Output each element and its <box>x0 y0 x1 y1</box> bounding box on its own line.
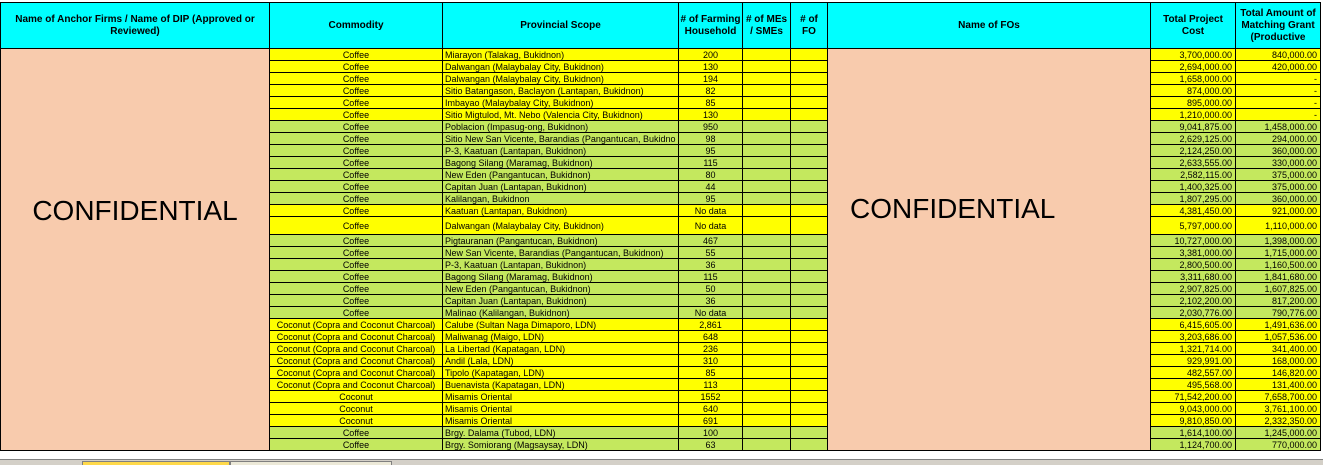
fo-count-cell[interactable] <box>791 295 828 307</box>
fo-count-cell[interactable] <box>791 271 828 283</box>
total-project-cost-cell[interactable]: 1,400,325.00 <box>1151 181 1236 193</box>
matching-grant-cell[interactable]: - <box>1236 109 1321 121</box>
fo-count-cell[interactable] <box>791 157 828 169</box>
fo-count-cell[interactable] <box>791 205 828 217</box>
fo-count-cell[interactable] <box>791 331 828 343</box>
farming-household-cell[interactable]: 36 <box>679 259 743 271</box>
total-project-cost-cell[interactable]: 3,700,000.00 <box>1151 49 1236 61</box>
mes-cell[interactable] <box>743 121 791 133</box>
farming-household-cell[interactable]: 80 <box>679 169 743 181</box>
fo-count-cell[interactable] <box>791 97 828 109</box>
commodity-cell[interactable]: Coconut (Copra and Coconut Charcoal) <box>270 331 443 343</box>
farming-household-cell[interactable]: 194 <box>679 73 743 85</box>
mes-cell[interactable] <box>743 49 791 61</box>
fo-count-cell[interactable] <box>791 109 828 121</box>
commodity-cell[interactable]: Coffee <box>270 109 443 121</box>
commodity-cell[interactable]: Coffee <box>270 295 443 307</box>
data-table <box>0 2 1321 451</box>
mes-cell[interactable] <box>743 271 791 283</box>
provincial-scope-cell[interactable]: Kaatuan (Lantapan, Bukidnon) <box>443 205 679 217</box>
commodity-cell[interactable]: Coffee <box>270 145 443 157</box>
mes-cell[interactable] <box>743 415 791 427</box>
provincial-scope-cell[interactable]: Bagong Silang (Maramag, Bukidnon) <box>443 157 679 169</box>
mes-cell[interactable] <box>743 307 791 319</box>
fo-count-cell[interactable] <box>791 283 828 295</box>
farming-household-cell[interactable]: 236 <box>679 343 743 355</box>
mes-cell[interactable] <box>743 169 791 181</box>
farming-household-cell[interactable]: 100 <box>679 427 743 439</box>
provincial-scope-cell[interactable]: New San Vicente, Barandias (Pangantucan, Bukidnon) <box>443 247 679 259</box>
farming-household-cell[interactable]: 63 <box>679 439 743 451</box>
mes-cell[interactable] <box>743 247 791 259</box>
total-project-cost-cell[interactable]: 874,000.00 <box>1151 85 1236 97</box>
farming-household-cell[interactable]: 98 <box>679 133 743 145</box>
total-project-cost-cell[interactable]: 2,102,200.00 <box>1151 295 1236 307</box>
mes-cell[interactable] <box>743 367 791 379</box>
total-project-cost-cell[interactable]: 2,629,125.00 <box>1151 133 1236 145</box>
fo-count-cell[interactable] <box>791 367 828 379</box>
farming-household-cell[interactable]: 1552 <box>679 391 743 403</box>
commodity-cell[interactable]: Coffee <box>270 49 443 61</box>
mes-cell[interactable] <box>743 133 791 145</box>
farming-household-cell[interactable]: 36 <box>679 295 743 307</box>
total-project-cost-cell[interactable]: 1,658,000.00 <box>1151 73 1236 85</box>
commodity-cell[interactable]: Coconut <box>270 403 443 415</box>
fo-count-cell[interactable] <box>791 61 828 73</box>
table-row <box>1 49 1321 61</box>
fo-count-cell[interactable] <box>791 415 828 427</box>
provincial-scope-cell[interactable]: La Libertad (Kapatagan, LDN) <box>443 343 679 355</box>
provincial-scope-cell[interactable]: Bagong Silang (Maramag, Bukidnon) <box>443 271 679 283</box>
commodity-cell[interactable]: Coffee <box>270 439 443 451</box>
mes-cell[interactable] <box>743 295 791 307</box>
farming-household-cell[interactable]: 85 <box>679 367 743 379</box>
fo-count-cell[interactable] <box>791 259 828 271</box>
provincial-scope-cell[interactable]: Dalwangan (Malaybalay City, Bukidnon) <box>443 217 679 235</box>
provincial-scope-cell[interactable]: Capitan Juan (Lantapan, Bukidnon) <box>443 295 679 307</box>
matching-grant-cell[interactable]: 360,000.00 <box>1236 193 1321 205</box>
commodity-cell[interactable]: Coffee <box>270 157 443 169</box>
total-project-cost-cell[interactable]: 2,800,500.00 <box>1151 259 1236 271</box>
commodity-cell[interactable]: Coffee <box>270 97 443 109</box>
matching-grant-cell[interactable]: - <box>1236 97 1321 109</box>
commodity-cell[interactable]: Coffee <box>270 217 443 235</box>
farming-household-cell[interactable]: 200 <box>679 49 743 61</box>
farming-household-cell[interactable]: 44 <box>679 181 743 193</box>
mes-cell[interactable] <box>743 331 791 343</box>
farming-household-cell[interactable]: 467 <box>679 235 743 247</box>
fo-count-cell[interactable] <box>791 73 828 85</box>
mes-cell[interactable] <box>743 73 791 85</box>
commodity-cell[interactable]: Coconut (Copra and Coconut Charcoal) <box>270 355 443 367</box>
header-farming-household[interactable]: # of Farming Household <box>679 3 743 49</box>
commodity-cell[interactable]: Coffee <box>270 283 443 295</box>
matching-grant-cell[interactable]: - <box>1236 73 1321 85</box>
commodity-cell[interactable]: Coffee <box>270 307 443 319</box>
commodity-cell[interactable]: Coffee <box>270 271 443 283</box>
total-project-cost-cell[interactable]: 6,415,605.00 <box>1151 319 1236 331</box>
total-project-cost-cell[interactable]: 2,582,115.00 <box>1151 169 1236 181</box>
mes-cell[interactable] <box>743 181 791 193</box>
commodity-cell[interactable]: Coconut <box>270 415 443 427</box>
matching-grant-cell[interactable]: 1,057,536.00 <box>1236 331 1321 343</box>
matching-grant-cell[interactable]: 2,332,350.00 <box>1236 415 1321 427</box>
farming-household-cell[interactable]: 130 <box>679 109 743 121</box>
farming-household-cell[interactable]: 50 <box>679 283 743 295</box>
mes-cell[interactable] <box>743 145 791 157</box>
header-anchor-firms[interactable]: Name of Anchor Firms / Name of DIP (Approved or Reviewed) <box>1 3 270 49</box>
matching-grant-cell[interactable]: - <box>1236 85 1321 97</box>
mes-cell[interactable] <box>743 109 791 121</box>
provincial-scope-cell[interactable]: Maliwanag (Maigo, LDN) <box>443 331 679 343</box>
matching-grant-cell[interactable]: 375,000.00 <box>1236 181 1321 193</box>
header-fo-count[interactable]: # of FO <box>791 3 828 49</box>
total-project-cost-cell[interactable]: 71,542,200.00 <box>1151 391 1236 403</box>
farming-household-cell[interactable]: 55 <box>679 247 743 259</box>
matching-grant-cell[interactable]: 840,000.00 <box>1236 49 1321 61</box>
fo-count-cell[interactable] <box>791 217 828 235</box>
provincial-scope-cell[interactable]: Pigtauranan (Pangantucan, Bukidnon) <box>443 235 679 247</box>
farming-household-cell[interactable]: 950 <box>679 121 743 133</box>
fo-count-cell[interactable] <box>791 169 828 181</box>
provincial-scope-cell[interactable]: Imbayao (Malaybalay City, Bukidnon) <box>443 97 679 109</box>
commodity-cell[interactable]: Coffee <box>270 61 443 73</box>
farming-household-cell[interactable]: 130 <box>679 61 743 73</box>
mes-cell[interactable] <box>743 391 791 403</box>
matching-grant-cell[interactable]: 817,200.00 <box>1236 295 1321 307</box>
farming-household-cell[interactable]: No data <box>679 217 743 235</box>
mes-cell[interactable] <box>743 379 791 391</box>
provincial-scope-cell[interactable]: Capitan Juan (Lantapan, Bukidnon) <box>443 181 679 193</box>
commodity-cell[interactable]: Coconut (Copra and Coconut Charcoal) <box>270 319 443 331</box>
provincial-scope-cell[interactable]: Dalwangan (Malaybalay City, Bukidnon) <box>443 73 679 85</box>
fos-merged-cell[interactable] <box>828 49 1151 451</box>
fo-count-cell[interactable] <box>791 133 828 145</box>
total-project-cost-cell[interactable]: 2,694,000.00 <box>1151 61 1236 73</box>
commodity-cell[interactable]: Coffee <box>270 247 443 259</box>
fo-count-cell[interactable] <box>791 121 828 133</box>
provincial-scope-cell[interactable]: Sitio Batangason, Baclayon (Lantapan, Bukidnon) <box>443 85 679 97</box>
matching-grant-cell[interactable]: 294,000.00 <box>1236 133 1321 145</box>
commodity-cell[interactable]: Coffee <box>270 193 443 205</box>
matching-grant-cell[interactable]: 770,000.00 <box>1236 439 1321 451</box>
mes-cell[interactable] <box>743 355 791 367</box>
mes-cell[interactable] <box>743 427 791 439</box>
fo-count-cell[interactable] <box>791 391 828 403</box>
commodity-cell[interactable]: Coffee <box>270 181 443 193</box>
provincial-scope-cell[interactable]: Brgy. Somiorang (Magsaysay, LDN) <box>443 439 679 451</box>
provincial-scope-cell[interactable]: Poblacion (Impasug-ong, Bukidnon) <box>443 121 679 133</box>
mes-cell[interactable] <box>743 157 791 169</box>
provincial-scope-cell[interactable]: Sitio Migtulod, Mt. Nebo (Valencia City, Bukidnon) <box>443 109 679 121</box>
matching-grant-cell[interactable]: 7,658,700.00 <box>1236 391 1321 403</box>
mes-cell[interactable] <box>743 205 791 217</box>
header-matching-grant[interactable]: Total Amount of Matching Grant (Productive <box>1236 3 1321 49</box>
matching-grant-cell[interactable]: 3,761,100.00 <box>1236 403 1321 415</box>
total-project-cost-cell[interactable]: 9,810,850.00 <box>1151 415 1236 427</box>
total-project-cost-cell[interactable]: 3,203,686.00 <box>1151 331 1236 343</box>
farming-household-cell[interactable]: 691 <box>679 415 743 427</box>
provincial-scope-cell[interactable]: Kalilangan, Bukidnon <box>443 193 679 205</box>
sheet-tab[interactable] <box>230 461 392 465</box>
header-fos-names[interactable]: Name of FOs <box>828 3 1151 49</box>
total-project-cost-cell[interactable]: 1,321,714.00 <box>1151 343 1236 355</box>
total-project-cost-cell[interactable]: 2,030,776.00 <box>1151 307 1236 319</box>
provincial-scope-cell[interactable]: New Eden (Pangantucan, Bukidnon) <box>443 283 679 295</box>
matching-grant-cell[interactable]: 341,400.00 <box>1236 343 1321 355</box>
matching-grant-cell[interactable]: 1,245,000.00 <box>1236 427 1321 439</box>
fo-count-cell[interactable] <box>791 181 828 193</box>
farming-household-cell[interactable]: 310 <box>679 355 743 367</box>
matching-grant-cell[interactable]: 1,607,825.00 <box>1236 283 1321 295</box>
header-mes-smes[interactable]: # of MEs / SMEs <box>743 3 791 49</box>
commodity-cell[interactable]: Coconut <box>270 391 443 403</box>
matching-grant-cell[interactable]: 1,398,000.00 <box>1236 235 1321 247</box>
provincial-scope-cell[interactable]: Brgy. Dalama (Tubod, LDN) <box>443 427 679 439</box>
matching-grant-cell[interactable]: 375,000.00 <box>1236 169 1321 181</box>
matching-grant-cell[interactable]: 1,458,000.00 <box>1236 121 1321 133</box>
matching-grant-cell[interactable]: 1,715,000.00 <box>1236 247 1321 259</box>
total-project-cost-cell[interactable]: 2,124,250.00 <box>1151 145 1236 157</box>
matching-grant-cell[interactable]: 131,400.00 <box>1236 379 1321 391</box>
mes-cell[interactable] <box>743 439 791 451</box>
fo-count-cell[interactable] <box>791 235 828 247</box>
mes-cell[interactable] <box>743 259 791 271</box>
provincial-scope-cell[interactable]: Malinao (Kalilangan, Bukidnon) <box>443 307 679 319</box>
mes-cell[interactable] <box>743 61 791 73</box>
total-project-cost-cell[interactable]: 5,797,000.00 <box>1151 217 1236 235</box>
commodity-cell[interactable]: Coffee <box>270 169 443 181</box>
farming-household-cell[interactable]: No data <box>679 307 743 319</box>
farming-household-cell[interactable]: 115 <box>679 271 743 283</box>
confidential-label: CONFIDENTIAL <box>850 193 1056 224</box>
header-total-project-cost[interactable]: Total Project Cost <box>1151 3 1236 49</box>
fo-count-cell[interactable] <box>791 85 828 97</box>
fo-count-cell[interactable] <box>791 355 828 367</box>
provincial-scope-cell[interactable]: Andil (Lala, LDN) <box>443 355 679 367</box>
header-commodity[interactable]: Commodity <box>270 3 443 49</box>
sheet-tab-active[interactable] <box>82 461 230 465</box>
mes-cell[interactable] <box>743 85 791 97</box>
total-project-cost-cell[interactable]: 1,614,100.00 <box>1151 427 1236 439</box>
fo-count-cell[interactable] <box>791 247 828 259</box>
matching-grant-cell[interactable]: 360,000.00 <box>1236 145 1321 157</box>
total-project-cost-cell[interactable]: 2,907,825.00 <box>1151 283 1236 295</box>
confidential-label: CONFIDENTIAL <box>32 195 238 226</box>
mes-cell[interactable] <box>743 403 791 415</box>
total-project-cost-cell[interactable]: 3,311,680.00 <box>1151 271 1236 283</box>
farming-household-cell[interactable]: 648 <box>679 331 743 343</box>
provincial-scope-cell[interactable]: New Eden (Pangantucan, Bukidnon) <box>443 169 679 181</box>
farming-household-cell[interactable]: 82 <box>679 85 743 97</box>
mes-cell[interactable] <box>743 217 791 235</box>
fo-count-cell[interactable] <box>791 403 828 415</box>
matching-grant-cell[interactable]: 330,000.00 <box>1236 157 1321 169</box>
matching-grant-cell[interactable]: 790,776.00 <box>1236 307 1321 319</box>
total-project-cost-cell[interactable]: 1,124,700.00 <box>1151 439 1236 451</box>
provincial-scope-cell[interactable]: Buenavista (Kapatagan, LDN) <box>443 379 679 391</box>
commodity-cell[interactable]: Coconut (Copra and Coconut Charcoal) <box>270 343 443 355</box>
commodity-cell[interactable]: Coffee <box>270 427 443 439</box>
fo-count-cell[interactable] <box>791 145 828 157</box>
mes-cell[interactable] <box>743 235 791 247</box>
commodity-cell[interactable]: Coffee <box>270 121 443 133</box>
total-project-cost-cell[interactable]: 10,727,000.00 <box>1151 235 1236 247</box>
provincial-scope-cell[interactable]: Tipolo (Kapatagan, LDN) <box>443 367 679 379</box>
matching-grant-cell[interactable]: 168,000.00 <box>1236 355 1321 367</box>
fo-count-cell[interactable] <box>791 427 828 439</box>
commodity-cell[interactable]: Coconut (Copra and Coconut Charcoal) <box>270 379 443 391</box>
fo-count-cell[interactable] <box>791 439 828 451</box>
provincial-scope-cell[interactable]: Misamis Oriental <box>443 391 679 403</box>
provincial-scope-cell[interactable]: Calube (Sultan Naga Dimaporo, LDN) <box>443 319 679 331</box>
provincial-scope-cell[interactable]: Sitio New San Vicente, Barandias (Pangantucan, Bukidno <box>443 133 679 145</box>
total-project-cost-cell[interactable]: 2,633,555.00 <box>1151 157 1236 169</box>
header-provincial-scope[interactable]: Provincial Scope <box>443 3 679 49</box>
provincial-scope-cell[interactable]: Miarayon (Talakag, Bukidnon) <box>443 49 679 61</box>
commodity-cell[interactable]: Coffee <box>270 133 443 145</box>
total-project-cost-cell[interactable]: 1,807,295.00 <box>1151 193 1236 205</box>
total-project-cost-cell[interactable]: 9,041,875.00 <box>1151 121 1236 133</box>
total-project-cost-cell[interactable]: 1,210,000.00 <box>1151 109 1236 121</box>
commodity-cell[interactable]: Coffee <box>270 85 443 97</box>
total-project-cost-cell[interactable]: 895,000.00 <box>1151 97 1236 109</box>
mes-cell[interactable] <box>743 343 791 355</box>
farming-household-cell[interactable]: 113 <box>679 379 743 391</box>
mes-cell[interactable] <box>743 97 791 109</box>
farming-household-cell[interactable]: No data <box>679 205 743 217</box>
farming-household-cell[interactable]: 85 <box>679 97 743 109</box>
total-project-cost-cell[interactable]: 3,381,000.00 <box>1151 247 1236 259</box>
matching-grant-cell[interactable]: 1,841,680.00 <box>1236 271 1321 283</box>
matching-grant-cell[interactable]: 420,000.00 <box>1236 61 1321 73</box>
fo-count-cell[interactable] <box>791 307 828 319</box>
fo-count-cell[interactable] <box>791 193 828 205</box>
provincial-scope-cell[interactable]: P-3, Kaatuan (Lantapan, Bukidnon) <box>443 145 679 157</box>
mes-cell[interactable] <box>743 283 791 295</box>
provincial-scope-cell[interactable]: Misamis Oriental <box>443 403 679 415</box>
commodity-cell[interactable]: Coffee <box>270 73 443 85</box>
matching-grant-cell[interactable]: 1,491,636.00 <box>1236 319 1321 331</box>
commodity-cell[interactable]: Coffee <box>270 205 443 217</box>
total-project-cost-cell[interactable]: 495,568.00 <box>1151 379 1236 391</box>
total-project-cost-cell[interactable]: 929,991.00 <box>1151 355 1236 367</box>
fo-count-cell[interactable] <box>791 379 828 391</box>
commodity-cell[interactable]: Coffee <box>270 235 443 247</box>
commodity-cell[interactable]: Coffee <box>270 259 443 271</box>
farming-household-cell[interactable]: 95 <box>679 193 743 205</box>
farming-household-cell[interactable]: 2,861 <box>679 319 743 331</box>
fo-count-cell[interactable] <box>791 343 828 355</box>
provincial-scope-cell[interactable]: P-3, Kaatuan (Lantapan, Bukidnon) <box>443 259 679 271</box>
anchor-firm-merged-cell[interactable] <box>1 49 270 451</box>
farming-household-cell[interactable]: 115 <box>679 157 743 169</box>
total-project-cost-cell[interactable]: 482,557.00 <box>1151 367 1236 379</box>
matching-grant-cell[interactable]: 1,160,500.00 <box>1236 259 1321 271</box>
matching-grant-cell[interactable]: 921,000.00 <box>1236 205 1321 217</box>
header-row <box>1 3 1321 49</box>
fo-count-cell[interactable] <box>791 49 828 61</box>
matching-grant-cell[interactable]: 1,110,000.00 <box>1236 217 1321 235</box>
farming-household-cell[interactable]: 640 <box>679 403 743 415</box>
mes-cell[interactable] <box>743 319 791 331</box>
matching-grant-cell[interactable]: 146,820.00 <box>1236 367 1321 379</box>
fo-count-cell[interactable] <box>791 319 828 331</box>
farming-household-cell[interactable]: 95 <box>679 145 743 157</box>
mes-cell[interactable] <box>743 193 791 205</box>
provincial-scope-cell[interactable]: Misamis Oriental <box>443 415 679 427</box>
total-project-cost-cell[interactable]: 4,381,450.00 <box>1151 205 1236 217</box>
provincial-scope-cell[interactable]: Dalwangan (Malaybalay City, Bukidnon) <box>443 61 679 73</box>
commodity-cell[interactable]: Coconut (Copra and Coconut Charcoal) <box>270 367 443 379</box>
total-project-cost-cell[interactable]: 9,043,000.00 <box>1151 403 1236 415</box>
